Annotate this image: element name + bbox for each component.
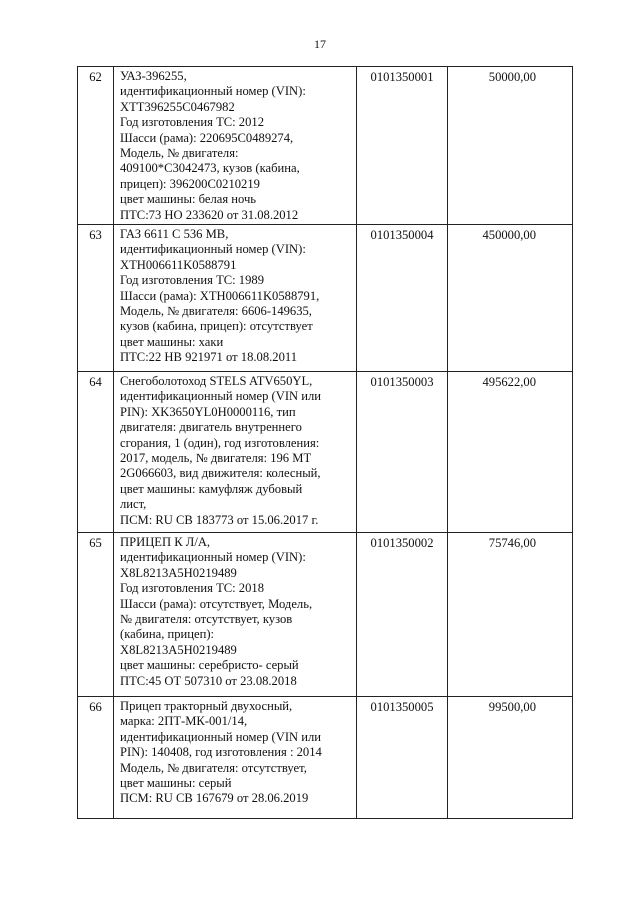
description-line: 2017, модель, № двигателя: 196 MT — [120, 451, 312, 466]
description-line: ГАЗ 6611 С 536 МВ, — [120, 227, 229, 241]
amount: 99500,00 — [448, 697, 573, 819]
vehicle-description — [114, 697, 357, 819]
description-line: ПСМ: RU CB 183773 от 15.06.2017 г. — [120, 512, 319, 527]
amount: 75746,00 — [448, 533, 573, 697]
description-line: Модель, № двигателя: отсутствует, — [120, 760, 307, 775]
description-line: УАЗ-396255, — [120, 69, 187, 83]
description-line: PIN): XK3650YL0H0000116, тип — [120, 404, 296, 419]
page-number: 17 — [314, 37, 326, 51]
table-row — [78, 372, 573, 533]
inventory-code: 0101350003 — [357, 372, 448, 533]
description-line: XTT396255C0467982 — [120, 99, 235, 114]
description-line: X8L8213A5H0219489 — [120, 642, 237, 657]
description-line: двигателя: двигатель внутреннего — [120, 420, 302, 435]
description-line: Шасси (рама): отсутствует, Модель, — [120, 596, 313, 611]
description-line: ПТС:22 НВ 921971 от 18.08.2011 — [120, 350, 297, 365]
vehicle-description — [114, 225, 357, 372]
description-line: цвет машины: хаки — [120, 334, 224, 349]
table-row — [78, 533, 573, 697]
description-line: ПСМ: RU CB 167679 от 28.06.2019 — [120, 791, 309, 806]
inventory-code: 0101350004 — [357, 225, 448, 372]
description-line: Год изготовления ТС: 2018 — [120, 581, 264, 596]
table-row — [78, 697, 573, 819]
description-line: Год изготовления ТС: 1989 — [120, 273, 264, 288]
description-line: Модель, № двигателя: 6606-149635, — [120, 304, 312, 319]
description-line: Модель, № двигателя: — [120, 146, 239, 161]
description-line: идентификационный номер (VIN или — [120, 729, 322, 744]
description-line: PIN): 140408, год изготовления : 2014 — [120, 745, 322, 760]
description-line: XTH006611K0588791 — [120, 257, 237, 272]
description-line: марка: 2ПТ-МК-001/14, — [120, 714, 248, 729]
row-number: 63 — [78, 225, 114, 372]
description-line: ПТС:45 ОТ 507310 от 23.08.2018 — [120, 673, 297, 688]
row-number: 66 — [78, 697, 114, 819]
description-line: Шасси (рама): XTH006611K0588791, — [120, 288, 320, 303]
description-line: ПТС:73 НО 233620 от 31.08.2012 — [120, 207, 299, 222]
inventory-code: 0101350002 — [357, 533, 448, 697]
amount: 450000,00 — [448, 225, 573, 372]
description-line: кузов (кабина, прицеп): отсутствует — [120, 319, 313, 334]
description-line: № двигателя: отсутствует, кузов — [120, 612, 293, 627]
inventory-code: 0101350005 — [357, 697, 448, 819]
description-line: идентификационный номер (VIN или — [120, 389, 322, 404]
vehicle-description — [114, 67, 357, 225]
description-line: цвет машины: серый — [120, 776, 232, 791]
vehicle-registry-table — [77, 66, 573, 819]
description-line: цвет машины: серебристо- серый — [120, 658, 299, 673]
description-line: Год изготовления ТС: 2012 — [120, 115, 264, 130]
table-row — [78, 67, 573, 225]
description-line: Шасси (рама): 220695C0489274, — [120, 130, 294, 145]
description-line: идентификационный номер (VIN): — [120, 84, 306, 99]
amount: 495622,00 — [448, 372, 573, 533]
description-line: Снегоболотоход STELS ATV650YL, — [120, 374, 313, 388]
description-line: идентификационный номер (VIN): — [120, 550, 306, 565]
description-line: X8L8213A5H0219489 — [120, 565, 237, 580]
vehicle-description — [114, 372, 357, 533]
table-row — [78, 225, 573, 372]
description-line: 2G066603, вид движителя: колесный, — [120, 466, 321, 481]
description-line: 409100*C3042473, кузов (кабина, — [120, 161, 300, 176]
description-line: (кабина, прицеп): — [120, 627, 215, 642]
row-number: 65 — [78, 533, 114, 697]
inventory-code: 0101350001 — [357, 67, 448, 225]
description-line: Прицеп тракторный двухосный, — [120, 699, 293, 713]
row-number: 64 — [78, 372, 114, 533]
vehicle-description — [114, 533, 357, 697]
amount: 50000,00 — [448, 67, 573, 225]
description-line: цвет машины: камуфляж дубовый — [120, 481, 303, 496]
description-line: цвет машины: белая ночь — [120, 192, 257, 207]
description-line: идентификационный номер (VIN): — [120, 242, 306, 257]
description-line: ПРИЦЕП К Л/А, — [120, 535, 211, 549]
description-line: прицеп): 396200C0210219 — [120, 176, 260, 191]
row-number: 62 — [78, 67, 114, 225]
description-line: лист, — [120, 497, 147, 512]
description-line: сгорания, 1 (один), год изготовления: — [120, 435, 320, 450]
